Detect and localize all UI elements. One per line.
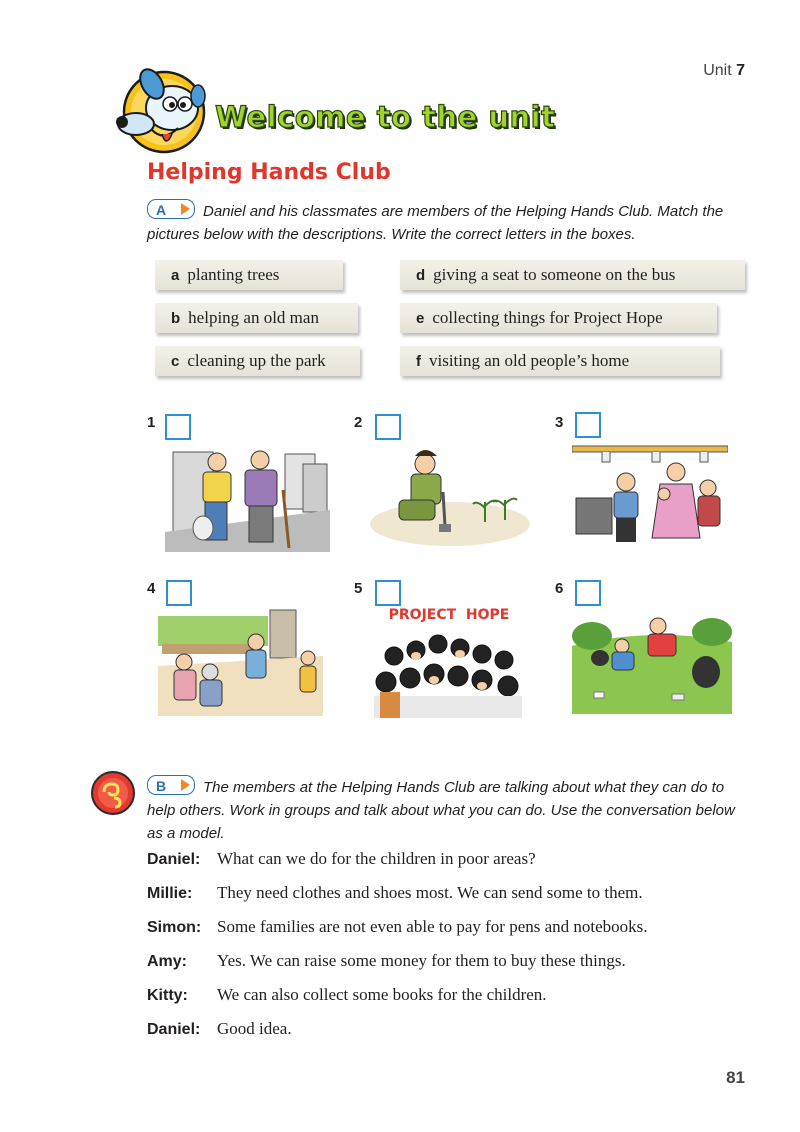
picture-old-peoples-home — [158, 606, 323, 716]
page-number: 81 — [726, 1068, 745, 1087]
unit-label — [703, 62, 745, 80]
answer-box-4[interactable] — [166, 580, 192, 606]
speaker-name: Daniel: — [147, 851, 201, 868]
unit-number: 7 — [736, 62, 745, 79]
picture-number-5: 5 — [354, 580, 363, 597]
dialogue-text: They need clothes and shoes most. We can send some to them. — [217, 883, 643, 902]
option-letter: f — [416, 353, 421, 370]
picture-project-hope — [374, 626, 522, 718]
picture-helping-old-man — [165, 440, 330, 552]
answer-box-5[interactable] — [375, 580, 401, 606]
section-title: Helping Hands Club — [147, 160, 391, 185]
part-b-instruction — [147, 775, 752, 845]
dialogue-line — [147, 951, 626, 971]
option-letter: c — [171, 353, 180, 370]
speaker-name: Kitty: — [147, 987, 188, 1004]
dialogue-line — [147, 849, 536, 869]
option-d — [400, 260, 745, 290]
option-letter: a — [171, 267, 180, 284]
option-a — [155, 260, 343, 290]
part-a-badge-letter: A — [156, 202, 167, 218]
dialogue-text: Good idea. — [217, 1019, 292, 1038]
project-hope-caption: PROJECT HOPE — [388, 607, 510, 623]
speaker-name: Millie: — [147, 885, 193, 902]
play-arrow-icon — [181, 203, 190, 215]
answer-box-6[interactable] — [575, 580, 601, 606]
dialogue-text: We can also collect some books for the children. — [217, 985, 547, 1004]
picture-number-4: 4 — [147, 580, 156, 597]
picture-number-6: 6 — [555, 580, 564, 597]
speaker-name: Daniel: — [147, 1021, 201, 1038]
part-a-instruction-text: Daniel and his classmates are members of the Helping Hands Club. Match the pictures below with the descriptions. Write the correct letters in the boxes. — [147, 203, 724, 243]
option-f — [400, 346, 720, 376]
answer-box-2[interactable] — [375, 414, 401, 440]
picture-number-3: 3 — [555, 414, 564, 431]
option-text: cleaning up the park — [187, 351, 326, 370]
speaking-activity-icon — [90, 770, 136, 816]
option-text: helping an old man — [188, 308, 319, 327]
dialogue-text: Some families are not even able to pay for pens and notebooks. — [217, 917, 648, 936]
option-letter: b — [171, 310, 181, 327]
dialogue-line — [147, 985, 547, 1005]
dialogue-line — [147, 917, 648, 937]
dialogue-text: What can we do for the children in poor areas? — [217, 849, 536, 868]
part-a-instruction — [147, 199, 757, 246]
dialogue-line — [147, 1019, 292, 1039]
picture-number-2: 2 — [354, 414, 363, 431]
picture-number-1: 1 — [147, 414, 156, 431]
part-b-badge-letter: B — [156, 778, 167, 794]
picture-giving-seat — [572, 438, 728, 546]
option-text: giving a seat to someone on the bus — [433, 265, 676, 284]
unit-word: Unit — [703, 62, 732, 79]
speaker-name: Simon: — [147, 919, 202, 936]
dog-mascot-icon — [112, 66, 214, 156]
play-arrow-icon — [181, 779, 190, 791]
option-text: visiting an old people’s home — [429, 351, 630, 370]
option-c — [155, 346, 360, 376]
picture-cleaning-park — [572, 606, 732, 714]
part-a-badge — [147, 199, 195, 219]
answer-box-3[interactable] — [575, 412, 601, 438]
option-e — [400, 303, 717, 333]
option-text: collecting things for Project Hope — [432, 308, 663, 327]
dialogue-text: Yes. We can raise some money for them to buy these things. — [217, 951, 626, 970]
dialogue-line — [147, 883, 643, 903]
part-b-badge — [147, 775, 195, 795]
option-letter: e — [416, 310, 425, 327]
speaker-name: Amy: — [147, 953, 188, 970]
option-b — [155, 303, 358, 333]
answer-box-1[interactable] — [165, 414, 191, 440]
picture-planting-trees — [365, 442, 530, 550]
page-title: Welcome to the unit — [215, 100, 556, 134]
option-letter: d — [416, 267, 426, 284]
part-b-instruction-text: The members at the Helping Hands Club are talking about what they can do to help others. Work in groups and talk about what you can do. Use the conversation below as a model. — [147, 779, 735, 842]
option-text: planting trees — [187, 265, 280, 284]
